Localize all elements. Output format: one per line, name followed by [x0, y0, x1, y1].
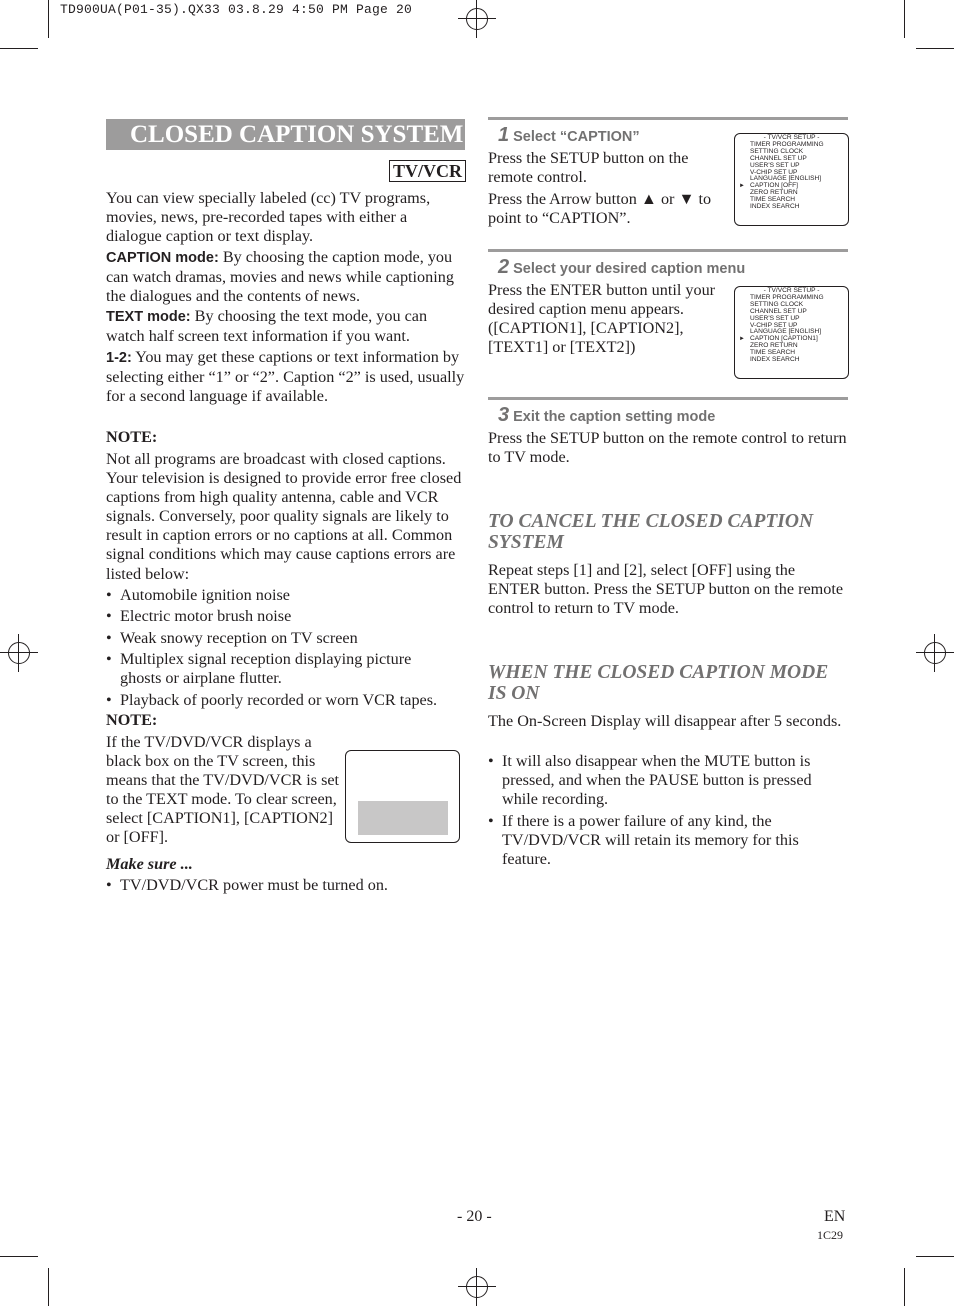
list-item: • If there is a power failure of any kind, the TV/DVD/VCR will retain its memory for this feature.	[488, 812, 799, 869]
text-mode-label: TEXT mode:	[106, 309, 191, 325]
page-number: - 20 -	[457, 1208, 492, 1225]
osd-menu-item: TIMER PROGRAMMING	[750, 293, 824, 301]
note-heading: NOTE:	[106, 711, 158, 729]
step-divider	[488, 397, 848, 400]
osd-menu-item: ZERO RETURN	[750, 189, 798, 197]
caption-mode-text: By choosing the caption mode, you can watch dramas, movies and news while captioning the dialogues and the contents of news.	[106, 248, 454, 306]
registration-mark	[916, 634, 954, 672]
list-item: • It will also disappear when the MUTE button is pressed, and when the PAUSE button is pressed while recording.	[488, 752, 812, 809]
crop-mark	[48, 1268, 49, 1306]
cancel-heading: TO CANCEL THE CLOSED CAPTION SYSTEM	[488, 511, 814, 553]
step-number: 1	[498, 124, 510, 146]
osd-screen-2	[734, 286, 849, 379]
osd-menu-item: SETTING CLOCK	[750, 300, 804, 308]
note-text: Not all programs are broadcast with closed captions. Your television is designed to provide error free closed captions from high quality antenna, cable and VCR signals. Conversely, poor quality signals are likely to result in caption errors or no captions at all. Common signal conditions which may cause captions errors are listed below:	[106, 450, 462, 583]
osd-menu-item: V-CHIP SET UP	[750, 168, 798, 176]
note-heading: NOTE:	[106, 428, 158, 446]
osd-menu-item: CHANNEL SET UP	[750, 154, 807, 162]
when-on-heading: WHEN THE CLOSED CAPTION MODE IS ON	[488, 662, 829, 704]
page-title: CLOSED CAPTION SYSTEM	[106, 119, 465, 150]
step-label: Select your desired caption menu	[513, 261, 746, 277]
caption-mode-label: CAPTION mode:	[106, 250, 219, 266]
mode-badge: TV/VCR	[389, 160, 466, 182]
step-label: Select “CAPTION”	[513, 129, 640, 145]
osd-menu-item: USER'S SET UP	[750, 161, 800, 169]
step-label: Exit the caption setting mode	[513, 409, 716, 425]
tv-screen-illustration	[345, 750, 460, 843]
step-number: 2	[498, 256, 510, 278]
registration-mark	[0, 634, 38, 672]
crop-mark	[916, 48, 954, 49]
caption-mode-paragraph	[106, 248, 466, 306]
step-number: 3	[498, 404, 510, 426]
osd-menu-item: USER'S SET UP	[750, 314, 800, 322]
make-sure-heading: Make sure ...	[106, 855, 193, 873]
step-1-text: Press the SETUP button on the remote control.	[488, 149, 689, 187]
osd-menu-item: CHANNEL SET UP	[750, 307, 807, 315]
crop-mark	[916, 1256, 954, 1257]
text-mode-text: By choosing the text mode, you can watch half screen text information if you want.	[106, 307, 428, 346]
when-on-text: The On-Screen Display will disappear after 5 seconds.	[488, 712, 842, 730]
crop-mark	[48, 0, 49, 38]
cancel-text: Repeat steps [1] and [2], select [OFF] using the ENTER button. Press the SETUP button on the remote control to return to TV mode.	[488, 561, 844, 618]
osd-menu-item: LANGUAGE [ENGLISH]	[750, 175, 822, 183]
one-two-text: You may get these captions or text information by selecting either “1” or “2”. Caption “2” is used, usually for a second language if available.	[106, 348, 465, 406]
crop-mark	[0, 48, 38, 49]
one-two-paragraph	[106, 348, 466, 406]
step-divider	[488, 117, 848, 120]
step-1-text-2: Press the Arrow button ▲ or ▼ to point to “CAPTION”.	[488, 190, 712, 228]
list-item: • Electric motor brush noise	[106, 607, 292, 625]
osd-menu-item: ► CAPTION [OFF]	[739, 182, 798, 190]
step-2-text: Press the ENTER button until your desired caption menu appears. ([CAPTION1], [CAPTION2], [TEXT1] or [TEXT2])	[488, 281, 716, 357]
language-label: EN	[824, 1208, 846, 1225]
list-item: • Weak snowy reception on TV screen	[106, 629, 358, 647]
step-divider	[488, 249, 848, 252]
doc-code: 1C29	[817, 1228, 844, 1242]
text-mode-paragraph	[106, 307, 466, 346]
crop-mark	[904, 0, 905, 38]
registration-mark	[458, 1268, 496, 1306]
note-text: If the TV/DVD/VCR displays a black box on the TV screen, this means that the TV/DVD/VCR is set to the TEXT mode. To clear screen, select [CAPTION1], [CAPTION2] or [OFF].	[106, 733, 340, 847]
osd-menu-item: INDEX SEARCH	[750, 356, 800, 364]
step-3-text: Press the SETUP button on the remote control to return to TV mode.	[488, 429, 847, 467]
osd-menu-item: V-CHIP SET UP	[750, 321, 798, 329]
intro-paragraph: You can view specially labeled (cc) TV programs, movies, news, pre-recorded tapes with either a dialogue caption or text display.	[106, 189, 431, 246]
step-2-header	[498, 256, 745, 279]
osd-header: - TV/VCR SETUP -	[763, 134, 820, 141]
list-item: • Multiplex signal reception displaying picture ghosts or airplane flutter.	[106, 650, 412, 688]
registration-mark	[458, 0, 496, 38]
step-1-header	[498, 124, 640, 147]
list-item: • TV/DVD/VCR power must be turned on.	[106, 876, 388, 894]
cursor-arrow-icon: ►	[739, 183, 745, 190]
osd-menu-item: TIME SEARCH	[750, 196, 796, 204]
osd-menu-item: INDEX SEARCH	[750, 203, 800, 211]
one-two-label: 1-2:	[106, 350, 132, 366]
osd-menu-item: TIME SEARCH	[750, 349, 796, 357]
osd-menu-item: TIMER PROGRAMMING	[750, 140, 824, 148]
osd-menu-item: LANGUAGE [ENGLISH]	[750, 328, 822, 336]
osd-screen-1	[734, 133, 849, 226]
text-mode-black-box	[358, 801, 448, 835]
step-3-header	[498, 404, 715, 427]
osd-menu-item: ZERO RETURN	[750, 342, 798, 350]
osd-menu-item: SETTING CLOCK	[750, 147, 804, 155]
osd-header: - TV/VCR SETUP -	[763, 287, 820, 294]
list-item: • Playback of poorly recorded or worn VCR tapes.	[106, 691, 438, 709]
print-slug: TD900UA(P01-35).QX33 03.8.29 4:50 PM Page 20	[60, 2, 413, 17]
crop-mark	[904, 1268, 905, 1306]
crop-mark	[0, 1256, 38, 1257]
cursor-arrow-icon: ►	[739, 336, 745, 343]
list-item: • Automobile ignition noise	[106, 586, 290, 604]
osd-menu-item: ► CAPTION [CAPTION1]	[739, 335, 818, 343]
